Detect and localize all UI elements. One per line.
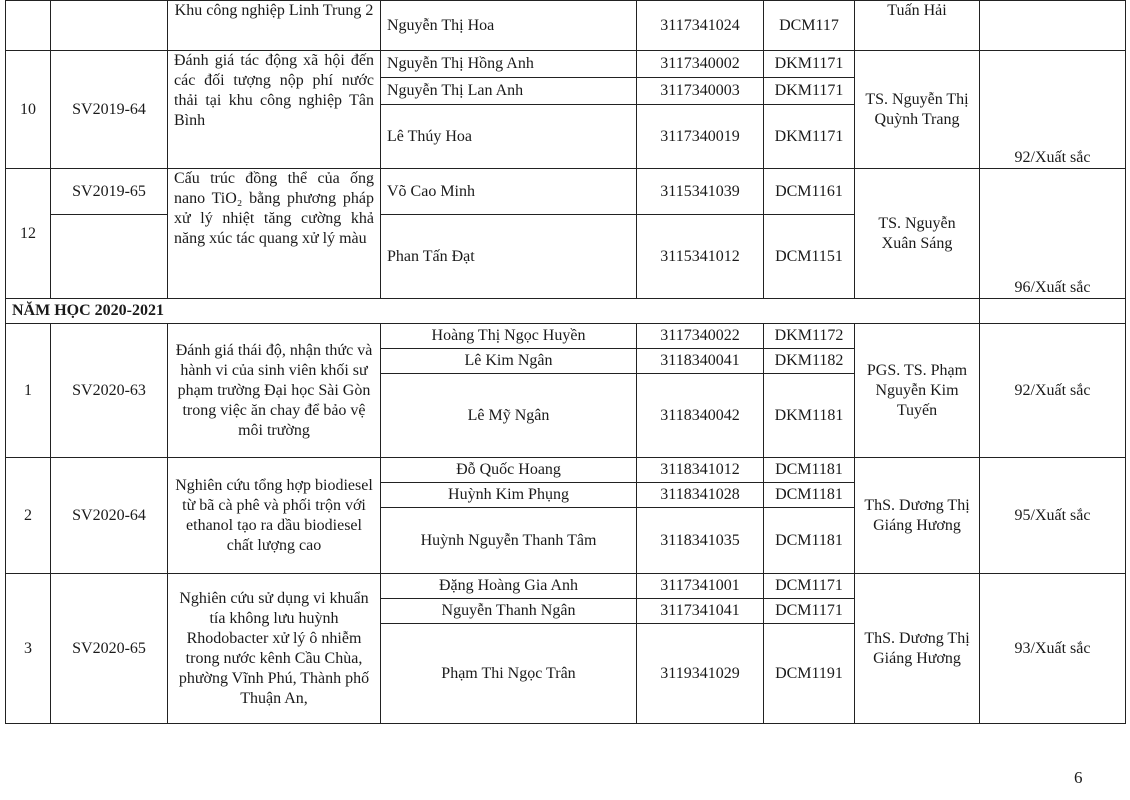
student-class: DKM1171: [764, 51, 855, 78]
student-class: DCM117: [764, 1, 855, 51]
student-class: DCM1171: [764, 599, 855, 624]
student-name: Lê Kim Ngân: [381, 349, 637, 374]
student-name: Lê Mỹ Ngân: [381, 374, 637, 458]
student-class: DKM1182: [764, 349, 855, 374]
topic-cell: Nghiên cứu sử dụng vi khuẩn tía không lưu huỳnh Rhodobacter xử lý ô nhiễm trong nước kênh Cầu Chùa, phường Vĩnh Phú, Thành phố Thuận An,: [168, 574, 381, 724]
row-number: 2: [6, 458, 51, 574]
student-name: Nguyễn Thị Hồng Anh: [381, 51, 637, 78]
student-id: 3118341035: [637, 508, 764, 574]
advisor-cell: ThS. Dương Thị Giáng Hương: [855, 574, 980, 724]
table-row: [6, 51, 1126, 78]
table-row: [6, 1, 1126, 51]
table-row: [6, 458, 1126, 483]
student-id: 3115341012: [637, 215, 764, 299]
student-name: Nguyễn Thị Hoa: [381, 1, 637, 51]
topic-cell: Khu công nghiệp Linh Trung 2: [168, 1, 381, 51]
project-code: SV2019-64: [51, 51, 168, 169]
advisor-cell: TS. Nguyễn Xuân Sáng: [855, 169, 980, 299]
advisor-cell: Tuấn Hải: [855, 1, 980, 51]
student-id: 3115341039: [637, 169, 764, 215]
project-code: SV2020-65: [51, 574, 168, 724]
result-cell: 96/Xuất sắc: [980, 169, 1126, 299]
student-class: DCM1181: [764, 483, 855, 508]
student-name: Võ Cao Minh: [381, 169, 637, 215]
advisor-cell: ThS. Dương Thị Giáng Hương: [855, 458, 980, 574]
topic-cell: Cấu trúc đồng thể của ống nano TiO₂ bằng phương pháp xử lý nhiệt tăng cường khả năng xúc tác quang xử lý màu: [168, 169, 381, 299]
student-class: DCM1191: [764, 624, 855, 724]
student-name: Hoàng Thị Ngọc Huyền: [381, 324, 637, 349]
student-name: Đỗ Quốc Hoang: [381, 458, 637, 483]
student-name: Đặng Hoàng Gia Anh: [381, 574, 637, 599]
student-name: Nguyễn Thanh Ngân: [381, 599, 637, 624]
result-cell: 93/Xuất sắc: [980, 574, 1126, 724]
student-id: 3118341012: [637, 458, 764, 483]
advisor-cell: TS. Nguyễn Thị Quỳnh Trang: [855, 51, 980, 169]
student-name: Huỳnh Kim Phụng: [381, 483, 637, 508]
student-id: 3117341041: [637, 599, 764, 624]
page-number: 6: [1074, 768, 1083, 787]
table-row: [6, 324, 1126, 349]
table-row: [6, 574, 1126, 599]
project-code: SV2020-64: [51, 458, 168, 574]
student-id: 3118340041: [637, 349, 764, 374]
student-name: Nguyễn Thị Lan Anh: [381, 78, 637, 105]
row-number: 10: [6, 51, 51, 169]
advisor-cell: PGS. TS. Phạm Nguyễn Kim Tuyến: [855, 324, 980, 458]
student-class: DCM1161: [764, 169, 855, 215]
student-name: Lê Thúy Hoa: [381, 105, 637, 169]
topic-cell: Đánh giá thái độ, nhận thức và hành vi của sinh viên khối sư phạm trường Đại học Sài Gòn trong việc ăn chay để bảo vệ môi trường: [168, 324, 381, 458]
student-class: DKM1172: [764, 324, 855, 349]
student-id: 3117340003: [637, 78, 764, 105]
student-class: DKM1181: [764, 374, 855, 458]
student-name: Phan Tấn Đạt: [381, 215, 637, 299]
student-id: 3117340022: [637, 324, 764, 349]
result-cell: 95/Xuất sắc: [980, 458, 1126, 574]
student-class: DCM1181: [764, 508, 855, 574]
school-year-header: NĂM HỌC 2020-2021: [6, 299, 980, 324]
student-id: 3118340042: [637, 374, 764, 458]
row-number: 3: [6, 574, 51, 724]
student-id: 3117341001: [637, 574, 764, 599]
student-class: DCM1171: [764, 574, 855, 599]
topic-cell: Đánh giá tác động xã hội đến các đối tượng nộp phí nước thải tại khu công nghiệp Tân Bình: [168, 51, 381, 169]
student-class: DCM1181: [764, 458, 855, 483]
result-cell: 92/Xuất sắc: [980, 51, 1126, 169]
project-code: SV2020-63: [51, 324, 168, 458]
student-class: DKM1171: [764, 105, 855, 169]
student-name: Phạm Thi Ngọc Trân: [381, 624, 637, 724]
student-id: 3117340002: [637, 51, 764, 78]
student-id: 3117341024: [637, 1, 764, 51]
student-id: 3117340019: [637, 105, 764, 169]
result-cell: 92/Xuất sắc: [980, 324, 1126, 458]
student-id: 3118341028: [637, 483, 764, 508]
project-code: SV2019-65: [51, 169, 168, 215]
student-class: DCM1151: [764, 215, 855, 299]
student-id: 3119341029: [637, 624, 764, 724]
student-name: Huỳnh Nguyễn Thanh Tâm: [381, 508, 637, 574]
row-number: 12: [6, 169, 51, 299]
project-table: [5, 0, 1126, 724]
table-row: [6, 299, 1126, 324]
row-number: 1: [6, 324, 51, 458]
student-class: DKM1171: [764, 78, 855, 105]
topic-cell: Nghiên cứu tổng hợp biodiesel từ bã cà phê và phối trộn với ethanol tạo ra dầu biodiesel chất lượng cao: [168, 458, 381, 574]
table-row: [6, 169, 1126, 215]
